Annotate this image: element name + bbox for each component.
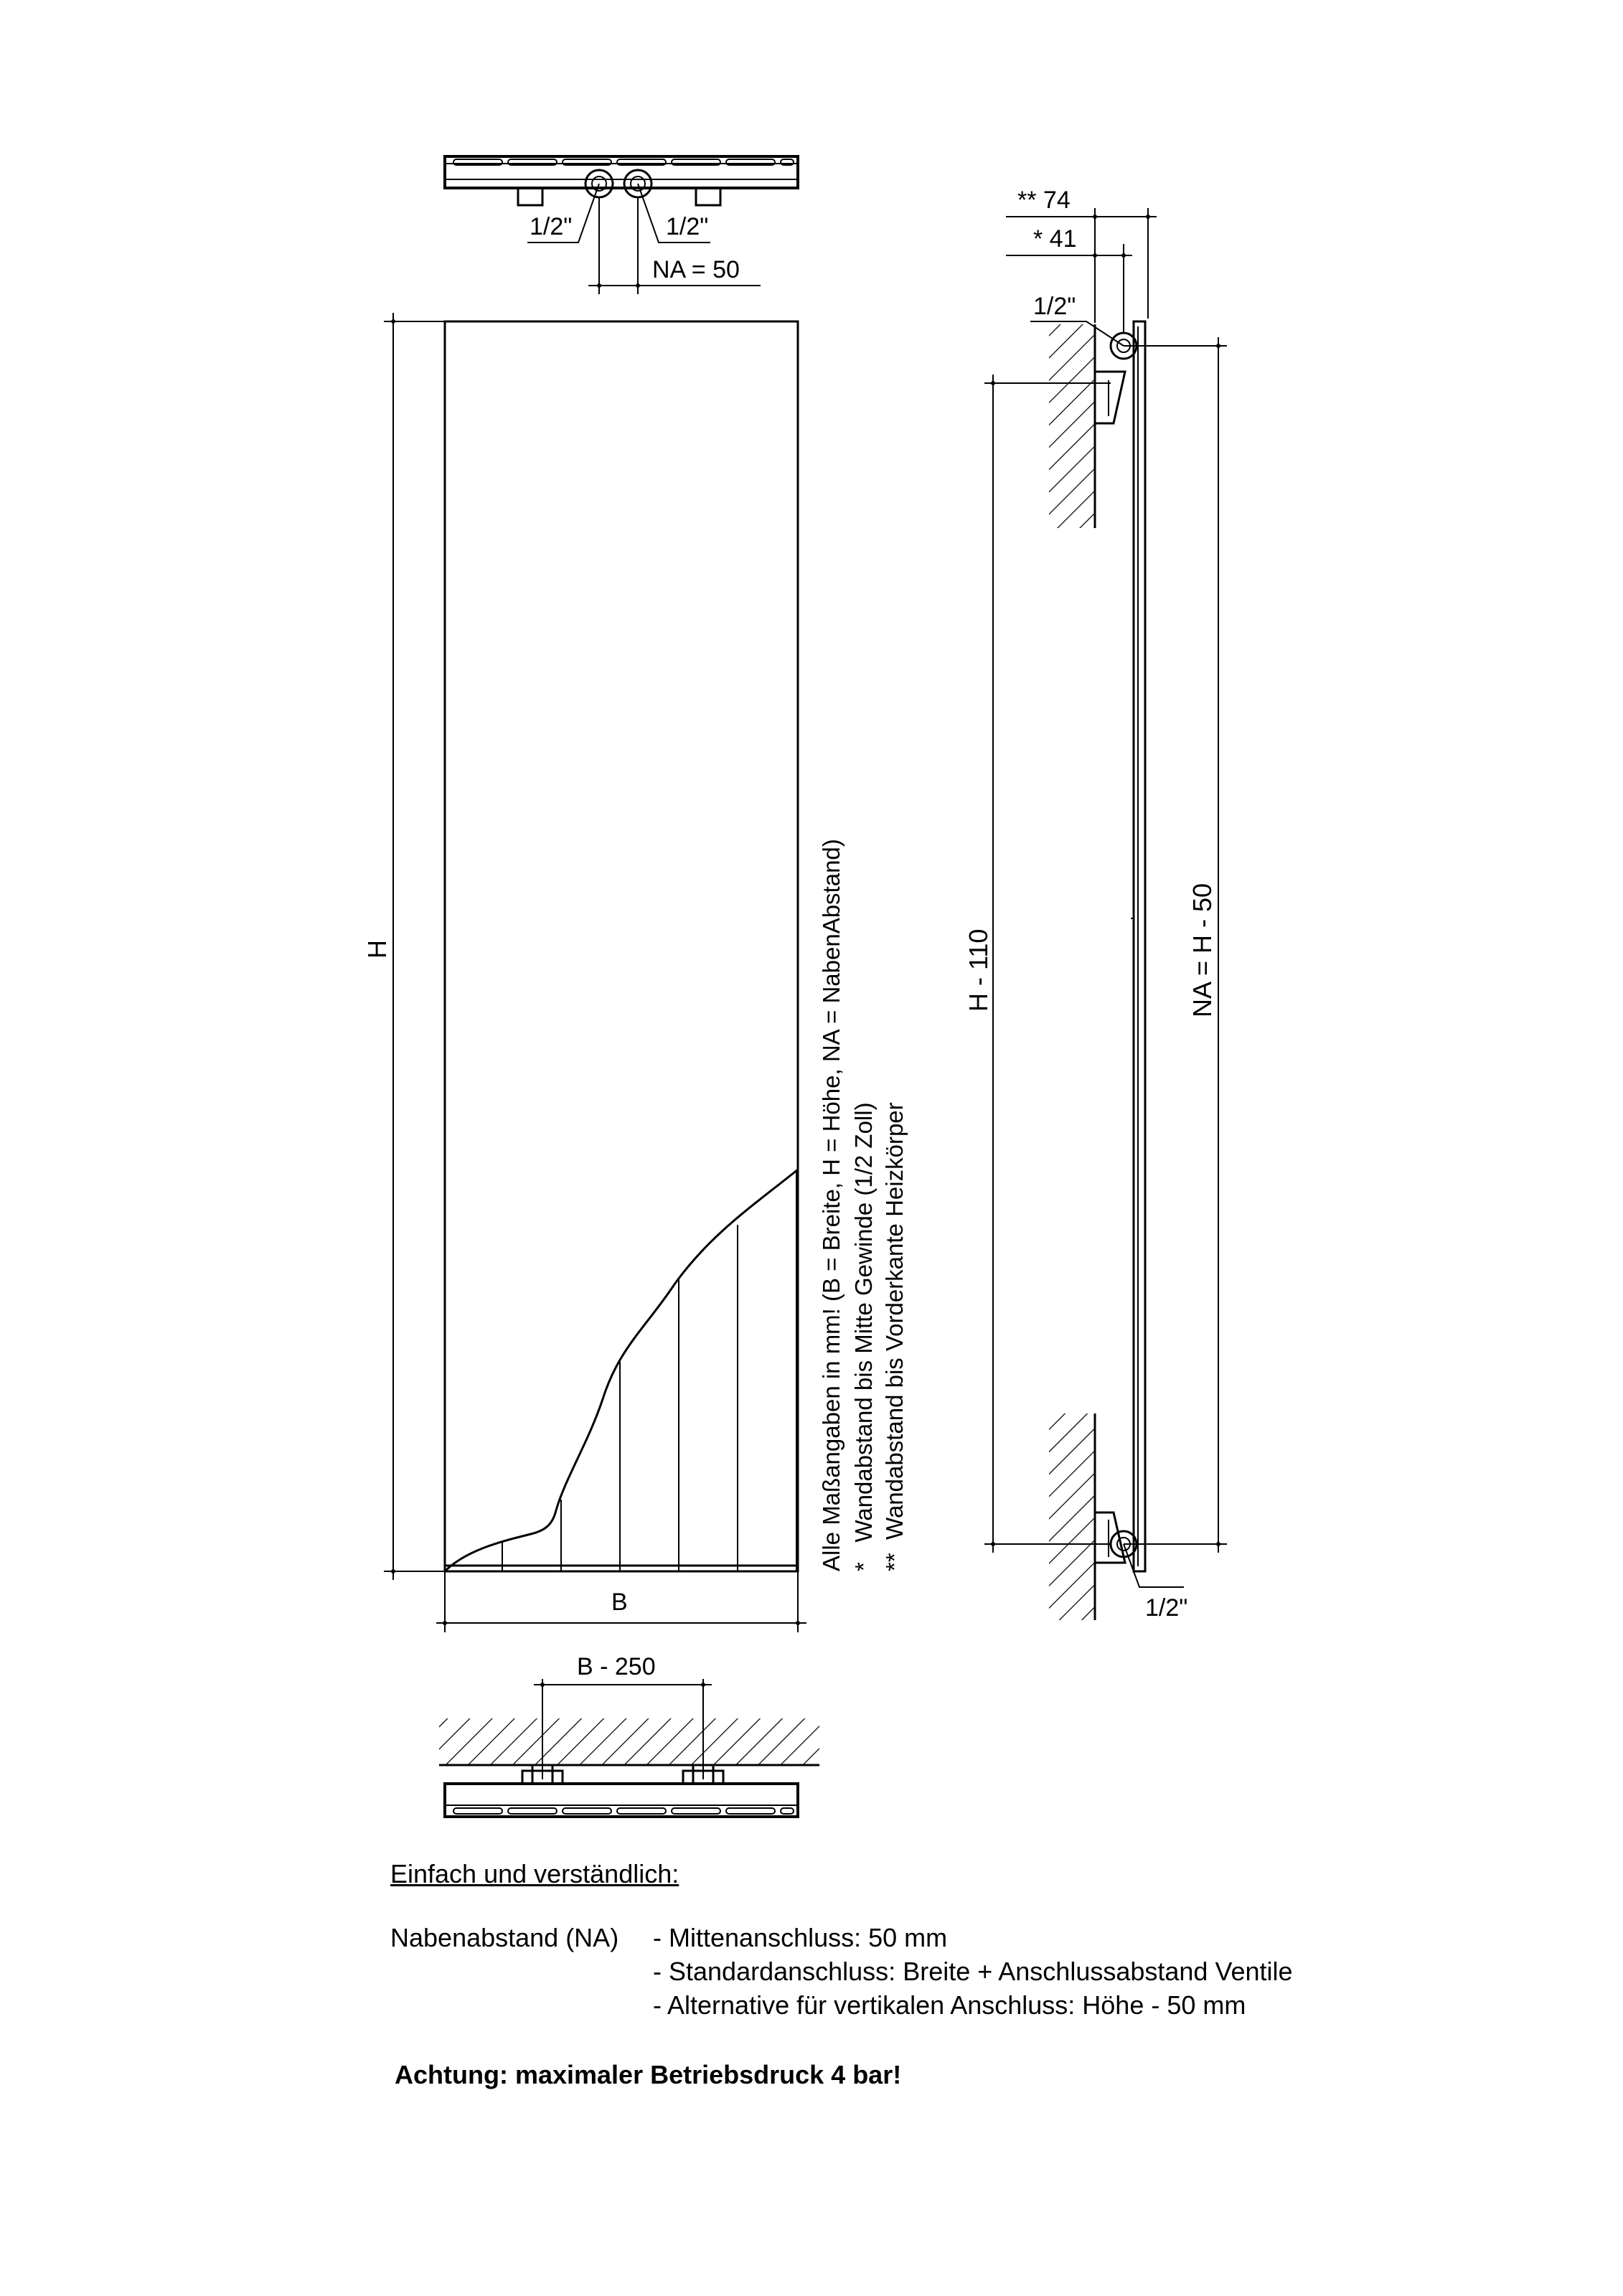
top-pipe-right-label: 1/2" (666, 213, 709, 240)
wall-hatch (439, 1718, 819, 1765)
na-item-2: - Standardanschluss: Breite + Anschlussabstand Ventile (653, 1957, 1293, 1986)
na50-label: NA = 50 (652, 256, 740, 283)
notes-title: Einfach und verständlich: (390, 1859, 679, 1888)
na-items (653, 1921, 1293, 2022)
top-pipe-left-label: 1/2" (530, 213, 573, 240)
cutaway-curve (445, 1170, 798, 1571)
vertical-note-2: * Wandabstand bis Mitte Gewinde (1/2 Zoll) (850, 1102, 877, 1571)
na-item-3: - Alternative für vertikalen Anschluss: Höhe - 50 mm (653, 1990, 1246, 2020)
d41-label: * 41 (1033, 225, 1077, 253)
front-view-panel (445, 321, 798, 1571)
front-view (362, 313, 806, 1632)
na-item-1: - Mittenanschluss: 50 mm (653, 1923, 948, 1952)
side-profile (1134, 321, 1145, 1571)
na-block (390, 1921, 1610, 2022)
b250-label: B - 250 (577, 1653, 656, 1680)
top-pipe-left-icon (585, 170, 613, 197)
d74-label: ** 74 (1017, 187, 1071, 214)
top-view-panel (445, 156, 798, 188)
side-top-pipe-label: 1/2" (1033, 293, 1076, 320)
wall-top-hatch (1049, 324, 1095, 528)
nah50-label: NA = H - 50 (1187, 883, 1217, 1017)
top-view (445, 156, 798, 294)
vertical-note-3: ** Wandabstand bis Vorderkante Heizkörper (881, 1102, 908, 1571)
vertical-notes (818, 839, 908, 1571)
vertical-note-1: Alle Maßangaben in mm! (B = Breite, H = Höhe, NA = NabenAbstand) (818, 839, 845, 1571)
top-pipe-right-icon (624, 170, 651, 197)
notes-section (390, 1857, 1610, 2092)
na-label: Nabenabstand (NA) (390, 1923, 619, 1952)
h110-label: H - 110 (964, 928, 993, 1012)
side-bottom-pipe-label: 1/2" (1145, 1594, 1188, 1622)
height-label: H (362, 940, 392, 959)
wall-bottom-hatch (1049, 1413, 1095, 1620)
warning-text: Achtung: maximaler Betriebsdruck 4 bar! (395, 2060, 902, 2089)
bottom-view-panel (445, 1784, 798, 1817)
bottom-view (439, 1653, 819, 1817)
width-label: B (611, 1589, 628, 1616)
side-view (964, 187, 1227, 1622)
